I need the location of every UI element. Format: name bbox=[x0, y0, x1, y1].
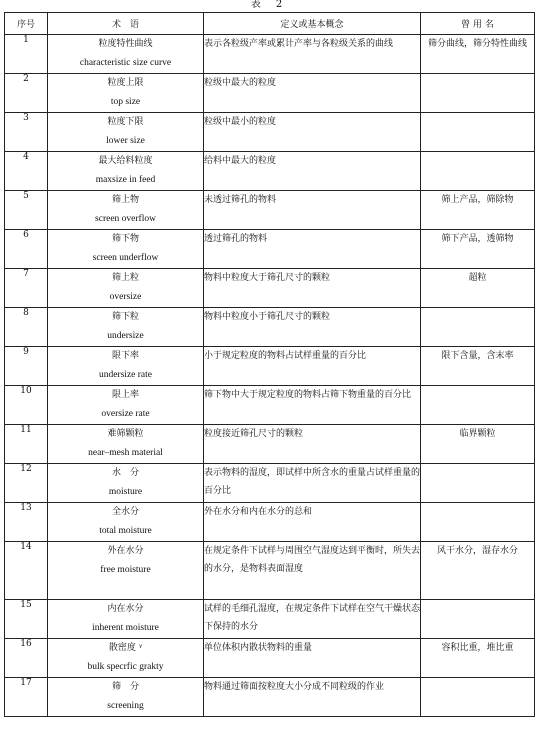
term-chinese: 最大给料粒度 bbox=[98, 156, 153, 166]
term-cell bbox=[48, 678, 204, 717]
definition-cell: 物料中粒度小于筛孔尺寸的颗粒 bbox=[204, 308, 421, 347]
term-english: undersize bbox=[107, 331, 144, 341]
table-row bbox=[5, 600, 535, 639]
term-english: free moisture bbox=[100, 565, 151, 575]
table-row bbox=[5, 269, 535, 308]
term-cell bbox=[48, 347, 204, 386]
term-cell bbox=[48, 191, 204, 230]
table-row bbox=[5, 542, 535, 600]
term-cell bbox=[48, 230, 204, 269]
term-chinese: 全水分 bbox=[111, 507, 139, 517]
former-name-cell bbox=[421, 600, 535, 639]
definition-cell: 未透过筛孔的物料 bbox=[204, 191, 421, 230]
term-english: bulk specrfic grakty bbox=[87, 662, 164, 672]
row-number: 16 bbox=[5, 639, 48, 678]
header-definition: 定义或基本概念 bbox=[204, 13, 421, 35]
row-number: 13 bbox=[5, 503, 48, 542]
term-english: near–mesh material bbox=[88, 448, 163, 458]
former-name-cell: 超粒 bbox=[421, 269, 535, 308]
former-name-cell: 风干水分，湿存水分 bbox=[421, 542, 535, 600]
term-english: screen overflow bbox=[95, 214, 156, 224]
term-english: screen underflow bbox=[92, 253, 159, 263]
term-cell bbox=[48, 464, 204, 503]
term-chinese: 限下率 bbox=[111, 351, 139, 361]
row-number: 2 bbox=[5, 74, 48, 113]
term-chinese: 筛 分 bbox=[111, 682, 139, 692]
former-name-cell bbox=[421, 152, 535, 191]
former-name-cell bbox=[421, 308, 535, 347]
former-name-cell: 限下含量，含末率 bbox=[421, 347, 535, 386]
term-cell bbox=[48, 35, 204, 74]
former-name-cell bbox=[421, 503, 535, 542]
row-number: 14 bbox=[5, 542, 48, 600]
table-row bbox=[5, 308, 535, 347]
former-name-cell bbox=[421, 113, 535, 152]
term-english: lower size bbox=[106, 136, 145, 146]
term-chinese: 筛下物 bbox=[111, 234, 139, 244]
table-row bbox=[5, 113, 535, 152]
term-cell bbox=[48, 308, 204, 347]
term-chinese: 筛下粒 bbox=[111, 312, 139, 322]
term-cell bbox=[48, 152, 204, 191]
term-chinese: 限上率 bbox=[111, 390, 139, 400]
definition-cell: 给料中最大的粒度 bbox=[204, 152, 421, 191]
definition-cell: 物料中粒度大于筛孔尺寸的颗粒 bbox=[204, 269, 421, 308]
header-term: 术 语 bbox=[48, 13, 204, 35]
definition-cell: 筛下物中大于规定粒度的物料占筛下物重量的百分比 bbox=[204, 386, 421, 425]
definition-cell: 小于规定粒度的物料占试样重量的百分比 bbox=[204, 347, 421, 386]
term-english: undersize rate bbox=[98, 370, 152, 380]
table-row bbox=[5, 425, 535, 464]
row-number: 4 bbox=[5, 152, 48, 191]
term-cell bbox=[48, 269, 204, 308]
term-chinese: 粒度特性曲线 bbox=[98, 39, 153, 49]
row-number: 1 bbox=[5, 35, 48, 74]
definition-cell: 表示各粒级产率或累计产率与各粒级关系的曲线 bbox=[204, 35, 421, 74]
former-name-cell: 筛上产品，筛除物 bbox=[421, 191, 535, 230]
former-name-cell: 临界颗粒 bbox=[421, 425, 535, 464]
term-chinese: 筛上物 bbox=[111, 195, 139, 205]
term-english: moisture bbox=[108, 487, 143, 497]
row-number: 17 bbox=[5, 678, 48, 717]
term-english: maxsize in feed bbox=[95, 175, 156, 185]
table-row bbox=[5, 74, 535, 113]
definition-cell: 单位体积内散状物料的重量 bbox=[204, 639, 421, 678]
terminology-table bbox=[4, 12, 535, 717]
term-chinese: 水 分 bbox=[111, 468, 139, 478]
term-english: oversize rate bbox=[101, 409, 150, 419]
header-no: 序号 bbox=[5, 13, 48, 35]
term-english: top size bbox=[110, 97, 141, 107]
table-row bbox=[5, 191, 535, 230]
definition-cell: 试样的毛细孔湿度，在规定条件下试样在空气干燥状态下保持的水分 bbox=[204, 600, 421, 639]
former-name-cell bbox=[421, 464, 535, 503]
term-english: oversize bbox=[109, 292, 142, 302]
former-name-cell: 筛下产品，透筛物 bbox=[421, 230, 535, 269]
definition-cell: 透过筛孔的物料 bbox=[204, 230, 421, 269]
definition-cell: 表示物料的湿度，即试样中所含水的重量占试样重量的百分比 bbox=[204, 464, 421, 503]
term-chinese: 粒度上限 bbox=[107, 78, 144, 88]
former-name-cell bbox=[421, 386, 535, 425]
table-caption: 表 2 bbox=[250, 0, 289, 10]
definition-cell: 粒级中最大的粒度 bbox=[204, 74, 421, 113]
former-name-cell: 容积比重，堆比重 bbox=[421, 639, 535, 678]
definition-cell: 粒级中最小的粒度 bbox=[204, 113, 421, 152]
term-cell bbox=[48, 503, 204, 542]
term-chinese: 外在水分 bbox=[107, 546, 144, 556]
table-row bbox=[5, 35, 535, 74]
term-cell bbox=[48, 639, 204, 678]
term-english: inherent moisture bbox=[92, 623, 159, 633]
row-number: 3 bbox=[5, 113, 48, 152]
term-english: characteristic size curve bbox=[79, 58, 172, 68]
term-cell bbox=[48, 113, 204, 152]
term-cell bbox=[48, 600, 204, 639]
row-number: 10 bbox=[5, 386, 48, 425]
table-row bbox=[5, 503, 535, 542]
term-chinese: 内在水分 bbox=[107, 604, 144, 614]
row-number: 9 bbox=[5, 347, 48, 386]
term-chinese: 散密度 ᵞ bbox=[108, 643, 143, 653]
term-cell bbox=[48, 74, 204, 113]
term-cell bbox=[48, 386, 204, 425]
table-row bbox=[5, 464, 535, 503]
term-cell bbox=[48, 425, 204, 464]
row-number: 12 bbox=[5, 464, 48, 503]
header-row bbox=[5, 13, 535, 35]
former-name-cell bbox=[421, 74, 535, 113]
term-chinese: 难筛颗粒 bbox=[107, 429, 144, 439]
table-row bbox=[5, 386, 535, 425]
row-number: 15 bbox=[5, 600, 48, 639]
row-number: 5 bbox=[5, 191, 48, 230]
table-row bbox=[5, 230, 535, 269]
former-name-cell bbox=[421, 678, 535, 717]
definition-cell: 物料通过筛面按粒度大小分成不同粒级的作业 bbox=[204, 678, 421, 717]
header-former-name: 曾 用 名 bbox=[421, 13, 535, 35]
row-number: 7 bbox=[5, 269, 48, 308]
term-cell bbox=[48, 542, 204, 600]
table-row bbox=[5, 152, 535, 191]
former-name-cell: 筛分曲线，筛分特性曲线 bbox=[421, 35, 535, 74]
row-number: 8 bbox=[5, 308, 48, 347]
row-number: 6 bbox=[5, 230, 48, 269]
term-chinese: 筛上粒 bbox=[111, 273, 139, 283]
definition-cell: 粒度接近筛孔尺寸的颗粒 bbox=[204, 425, 421, 464]
row-number: 11 bbox=[5, 425, 48, 464]
term-english: total moisture bbox=[99, 526, 152, 536]
term-chinese: 粒度下限 bbox=[107, 117, 144, 127]
table-row bbox=[5, 678, 535, 717]
table-row bbox=[5, 347, 535, 386]
term-english: screening bbox=[107, 701, 144, 711]
definition-cell: 外在水分和内在水分的总和 bbox=[204, 503, 421, 542]
definition-cell: 在规定条件下试样与周围空气湿度达到平衡时，所失去的水分，是物料表面湿度 bbox=[204, 542, 421, 600]
table-row bbox=[5, 639, 535, 678]
